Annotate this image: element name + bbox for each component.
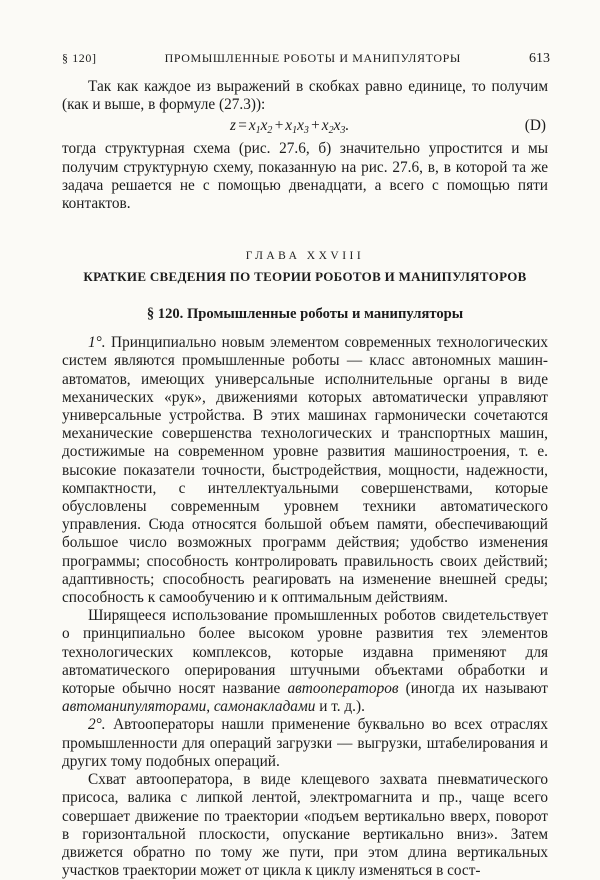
chapter-title: КРАТКИЕ СВЕДЕНИЯ ПО ТЕОРИИ РОБОТОВ И МАНИПУЛЯТОРОВ	[83, 269, 527, 285]
paragraph-2	[62, 607, 548, 716]
paragraph-3	[62, 716, 548, 771]
header-running-title: ПРОМЫШЛЕННЫЕ РОБОТЫ И МАНИПУЛЯТОРЫ	[164, 51, 461, 65]
paragraph-3-marker: 2°.	[88, 716, 106, 734]
chapter-label: ГЛАВА XXVIII	[245, 250, 365, 263]
running-header	[62, 51, 550, 67]
paragraph-4: Схват автооператора, в виде клещевого захвата пневматического присоса, валика с липкой лентой, электромагнита и пр., чаще всего совершает движение по траектории «подъем вертикально вверх, поворот в горизонтальной плоскости, опускание вертикально вниз». Затем движется обратно по тому же пути, при этом длина вертикальных участков траектории может от цикла к циклу изменяться в сост-	[62, 771, 548, 880]
page-number: 613	[528, 51, 550, 66]
section-title: § 120. Промышленные роботы и манипуляторы	[146, 306, 464, 323]
paragraph-3-text: Автооператоры нашли применение буквально во всех отраслях промышленности для операций загрузки — выгрузки, штабелирования и других тому подобных операций.	[62, 716, 548, 770]
paragraph-1-text: Принципиально новым элементом современных технологических систем являются промышленные роботы — класс автономных машин-автоматов, имеющих универсальные исполнительные органы в виде механических «рук», движениями которых автоматически управляют универсальные устройства. В этих машинах гармонически сочетаются механические совершенства технологических и транспортных машин, достижимые на современном уровне развития машиностроения, т. е. высокие показатели точности, быстродействия, мощности, надежности, компактности, с интеллектуальными совершенствами, которые обусловлены современным уровнем техники автоматического управления. Сюда относятся большой объем памяти, обеспечивающий большое число возможных программ действия; удобство изменения программы; способность контролировать правильность своих действий; адаптивность; способность реагировать на изменение внешней среды; способность к самообучению и к оптимальным действиям.	[62, 334, 548, 607]
term-automanipulators: автоманипуляторами, самонакладами	[62, 698, 316, 716]
intro-paragraph: Так как каждое из выражений в скобках равно единице, то получим (как и выше, в формуле (27.3)):	[62, 78, 548, 114]
header-section-ref: § 120]	[62, 51, 97, 65]
intro-continuation: тогда структурная схема (рис. 27.6, б) значительно упростится и мы получим структурную схему, показанную на рис. 27.6, в, в которой та же задача решается не с помощью двенадцати, а всего с помощью пяти контактов.	[62, 140, 548, 213]
paragraph-2-after: и т. д.).	[315, 698, 365, 716]
formula-expression: z = $x_1x_2$ + $x_1x_3$ + $x_2x_3$.	[230, 117, 350, 137]
page-body	[62, 78, 548, 880]
formula-tag: (D)	[524, 117, 546, 135]
formula-d	[62, 114, 548, 140]
paragraph-2-before: Ширящееся использование промышленных роботов свидетельствует о принципиально более высоком уровне развития тех элементов технологических комплексов, которые издавна применяют для автоматического оперирования штучными объектами обработки и которые обычно носят название	[62, 607, 548, 698]
paragraph-1	[62, 334, 548, 607]
paragraph-2-mid: (иногда их называют	[398, 680, 548, 698]
term-autooperators: автооператоров	[287, 680, 399, 698]
paragraph-1-marker: 1°.	[88, 334, 106, 352]
